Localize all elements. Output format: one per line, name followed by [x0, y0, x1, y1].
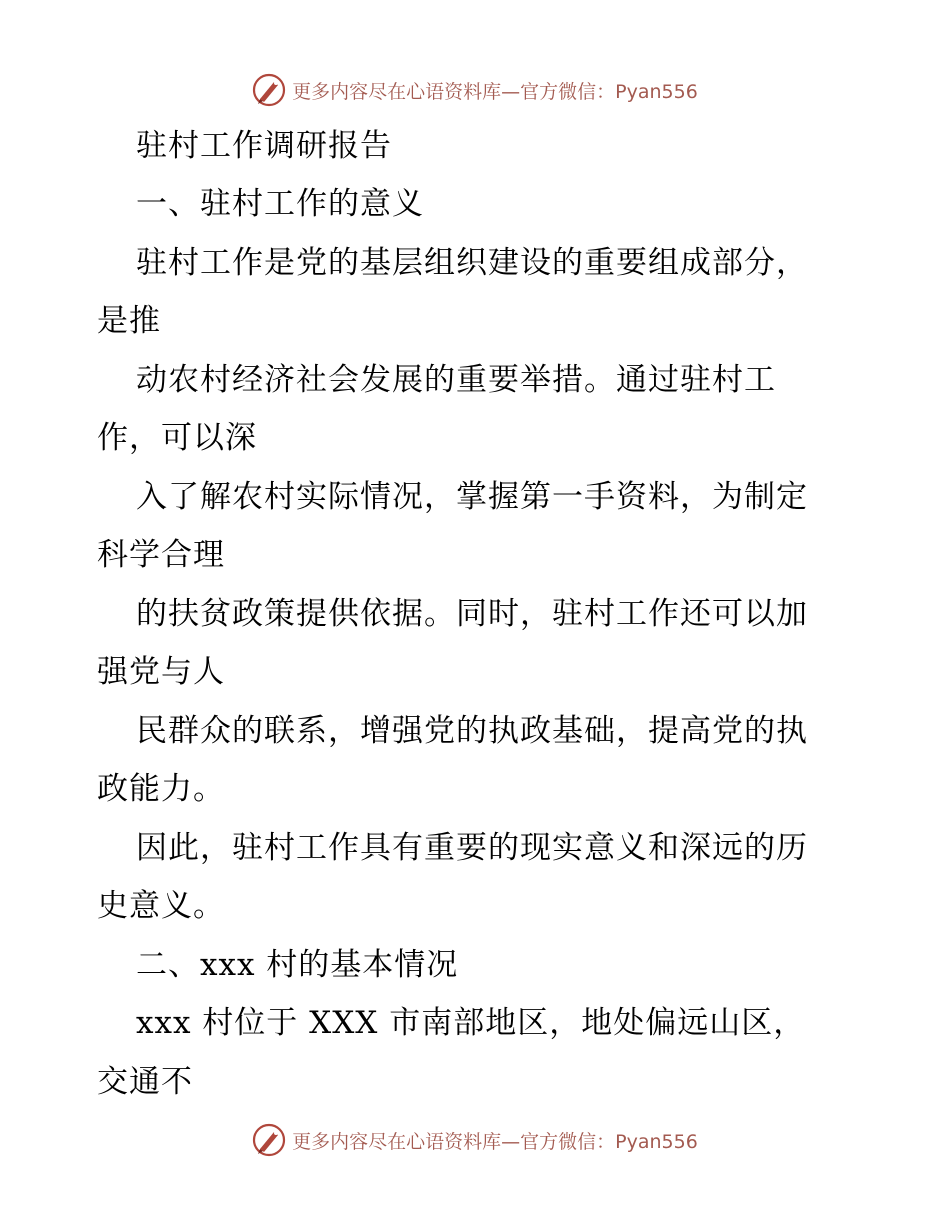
paragraph-line: 科学合理	[97, 537, 225, 573]
paragraph-line: 作，可以深	[97, 420, 257, 456]
paragraph-line: 强党与人	[97, 654, 225, 690]
header-watermark	[0, 70, 950, 110]
doc-title: 驻村工作调研报告	[136, 128, 392, 164]
paragraph-line: 的扶贫政策提供依据。同时，驻村工作还可以加	[136, 596, 808, 632]
paragraph-line: 是推	[97, 303, 161, 339]
paragraph-line: 民群众的联系，增强党的执政基础，提高党的执	[136, 713, 808, 749]
pen-logo-icon	[252, 1123, 286, 1157]
pen-logo-icon	[252, 73, 286, 107]
paragraph-line: 入了解农村实际情况，掌握第一手资料，为制定	[136, 479, 808, 515]
paragraph-line: 动农村经济社会发展的重要举措。通过驻村工	[136, 362, 776, 398]
section-heading-2: 二、xxx 村的基本情况	[136, 947, 459, 983]
footer-watermark	[0, 1120, 950, 1160]
paragraph-line: xxx 村位于 XXX 市南部地区，地处偏远山区，	[136, 1005, 806, 1041]
paragraph-line: 驻村工作是党的基层组织建设的重要组成部分，	[136, 245, 808, 281]
section-heading-1: 一、驻村工作的意义	[136, 186, 424, 222]
paragraph-line: 交通不	[97, 1064, 193, 1100]
paragraph-line: 政能力。	[97, 771, 225, 807]
watermark-text: 更多内容尽在心语资料库—官方微信：Pyan556	[292, 1130, 698, 1153]
watermark-text: 更多内容尽在心语资料库—官方微信：Pyan556	[292, 80, 698, 103]
paragraph-line: 因此，驻村工作具有重要的现实意义和深远的历	[136, 830, 808, 866]
paragraph-line: 史意义。	[97, 888, 225, 924]
